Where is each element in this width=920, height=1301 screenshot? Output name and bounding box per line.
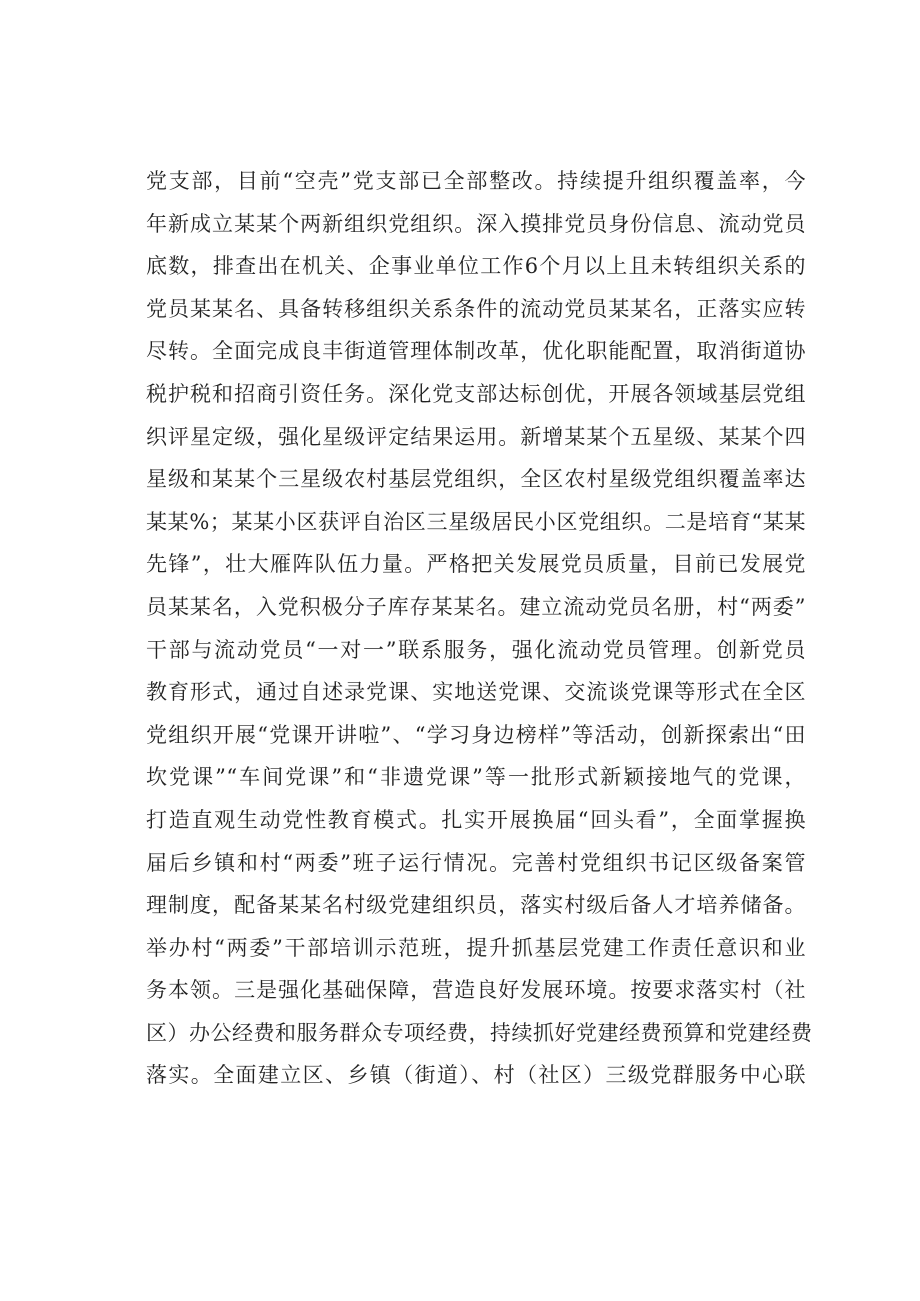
text-line-3: 底数，排查出在机关、企事业单位工作6个月以上且未转组织关系的	[146, 254, 806, 279]
text-line-16: 打造直观生动党性教育模式。扎实开展换届“回头看”，全面掌握换	[146, 807, 806, 832]
text-line-18: 理制度，配备某某名村级党建组织员，落实村级后备人才培养储备。	[146, 893, 806, 918]
text-line-6: 税护税和招商引资任务。深化党支部达标创优，开展各领域基层党组	[146, 381, 806, 406]
text-line-20: 务本领。三是强化基础保障，营造良好发展环境。按要求落实村（社	[146, 978, 806, 1003]
text-line-1: 党支部，目前“空壳”党支部已全部整改。持续提升组织覆盖率，今	[146, 169, 806, 193]
text-line-22: 落实。全面建立区、乡镇（街道）、村（社区）三级党群服务中心联	[146, 1063, 806, 1088]
text-line-14: 党组织开展“党课开讲啦”、“学习身边榜样”等活动，创新探索出“田	[146, 722, 806, 747]
text-line-4: 党员某某名、具备转移组织关系条件的流动党员某某名，正落实应转	[146, 296, 806, 321]
text-line-10: 先锋”，壮大雁阵队伍力量。严格把关发展党员质量，目前已发展党	[146, 552, 806, 577]
text-line-12: 干部与流动党员“一对一”联系服务，强化流动党员管理。创新党员	[146, 637, 806, 662]
text-line-17: 届后乡镇和村“两委”班子运行情况。完善村党组织书记区级备案管	[146, 850, 806, 875]
text-line-13: 教育形式，通过自述录党课、实地送党课、交流谈党课等形式在全区	[146, 680, 806, 705]
text-line-15: 坎党课”“车间党课”和“非遗党课”等一批形式新颖接地气的党课，	[146, 765, 806, 790]
body-text	[146, 160, 813, 1097]
text-line-2: 年新成立某某个两新组织党组织。深入摸排党员身份信息、流动党员	[146, 211, 806, 236]
text-line-19: 举办村“两委”干部培训示范班，提升抓基层党建工作责任意识和业	[146, 935, 806, 960]
text-line-7: 织评星定级，强化星级评定结果运用。新增某某个五星级、某某个四	[146, 424, 806, 449]
text-line-21: 区）办公经费和服务群众专项经费，持续抓好党建经费预算和党建经费	[146, 1020, 813, 1045]
text-line-9: 某某%；某某小区获评自治区三星级居民小区党组织。二是培育“某某	[146, 509, 806, 534]
text-line-11: 员某某名，入党积极分子库存某某名。建立流动党员名册，村“两委”	[146, 594, 806, 619]
text-line-8: 星级和某某个三星级农村基层党组织，全区农村星级党组织覆盖率达	[146, 467, 806, 492]
text-line-5: 尽转。全面完成良丰街道管理体制改革，优化职能配置，取消街道协	[146, 339, 806, 364]
